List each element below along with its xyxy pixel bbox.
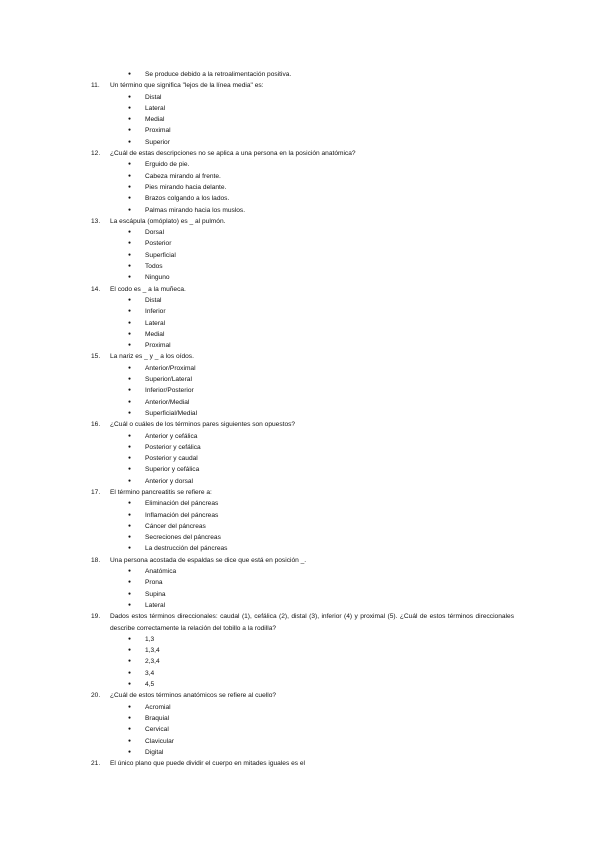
bullet-icon: ● [128,748,132,755]
bullet-icon: ● [128,342,132,349]
bullet-icon: ● [128,172,132,179]
question-12 [0,148,600,159]
bullet-icon: ● [128,534,132,541]
option-text: Superficial [145,251,176,259]
option-text: Cáncer del páncreas [145,522,206,530]
answer-option [0,385,600,396]
bullet-icon: ● [128,127,132,134]
question-13 [0,216,600,227]
option-text: Clavicular [145,737,174,745]
answer-option [0,656,600,667]
bullet-icon: ● [128,376,132,383]
answer-option [0,125,600,136]
option-text: Anterior/Medial [145,398,190,406]
option-text: Inferior/Posterior [145,387,194,395]
option-text: Medial [145,330,165,338]
bullet-icon: ● [128,71,132,77]
answer-option [0,589,600,600]
bullet-icon: ● [128,647,132,654]
bullet-icon: ● [128,579,132,586]
question-text: El único plano que puede dividir el cuerpo en mitades iguales es el [110,760,306,768]
option-text: Medial [145,116,165,124]
answer-option [0,543,600,554]
question-16 [0,419,600,430]
question-text: ¿Cuál de estas descripciones no se aplica a una persona en la posición anatómica? [110,150,356,158]
answer-option [0,634,600,645]
option-text: Se produce debido a la retroalimentación positiva. [145,71,292,78]
option-text: 1,3 [145,635,155,643]
bullet-icon: ● [128,669,132,676]
question-number: 15. [91,353,101,361]
bullet-icon: ● [128,590,132,597]
question-text: Una persona acostada de espaldas se dice que está en posición _. [110,556,307,564]
answer-option [0,159,600,170]
bullet-icon: ● [128,737,132,744]
option-text: Prona [145,579,163,587]
bullet-icon: ● [128,432,132,439]
option-text: Lateral [145,104,166,112]
question-19 [0,611,600,634]
answer-option [0,92,600,103]
bullet-icon: ● [128,251,132,258]
bullet-icon: ● [128,229,132,236]
bullet-icon: ● [128,296,132,303]
bullet-icon: ● [128,466,132,473]
option-text: 3,4 [145,669,155,677]
question-15 [0,351,600,362]
question-number: 13. [91,217,101,225]
answer-option [0,713,600,724]
option-text: Posterior y cefálica [145,443,201,451]
option-text: Anterior y cefálica [145,432,198,440]
option-text: Superficial/Medial [145,409,198,417]
answer-option [0,668,600,679]
answer-option [0,261,600,272]
option-text: Lateral [145,319,166,327]
answer-option [0,510,600,521]
answer-option [0,736,600,747]
question-text: ¿Cuál o cuáles de los términos pares siguientes son opuestos? [110,421,296,429]
bullet-icon: ● [128,703,132,710]
question-number: 21. [91,760,101,768]
bullet-icon: ● [128,714,132,721]
option-text: Distal [145,93,162,101]
option-text: 1,3,4 [145,647,160,655]
answer-option [0,363,600,374]
bullet-icon: ● [128,364,132,371]
question-number: 12. [91,150,101,158]
bullet-icon: ● [128,274,132,281]
lead-option [0,69,600,80]
bullet-icon: ● [128,104,132,111]
question-14 [0,284,600,295]
option-text: Secreciones del páncreas [145,534,221,542]
answer-option [0,306,600,317]
bullet-icon: ● [128,511,132,518]
option-text: Brazos colgando a los lados. [145,195,230,203]
question-list [0,69,600,769]
answer-option [0,227,600,238]
bullet-icon: ● [128,387,132,394]
answer-option [0,408,600,419]
answer-option [0,566,600,577]
option-text: Acromial [145,703,171,711]
option-text: 4,5 [145,681,155,689]
question-text: La nariz es _ y _ a los oídos. [110,353,194,361]
bullet-icon: ● [128,93,132,100]
answer-option [0,295,600,306]
answer-option [0,397,600,408]
option-text: Superior/Lateral [145,376,192,384]
answer-option [0,476,600,487]
option-text: Anatómica [145,568,177,576]
answer-option [0,521,600,532]
answer-option [0,103,600,114]
answer-option [0,498,600,509]
bullet-icon: ● [128,568,132,575]
answer-option [0,442,600,453]
answer-option [0,114,600,125]
question-number: 14. [91,285,101,293]
answer-option [0,171,600,182]
answer-option [0,747,600,758]
answer-option [0,679,600,690]
option-text: Superior [145,138,170,146]
bullet-icon: ● [128,161,132,168]
option-text: Lateral [145,601,166,609]
answer-option [0,645,600,656]
option-text: Proximal [145,127,171,135]
option-text: Eliminación del páncreas [145,500,219,508]
answer-option [0,193,600,204]
option-text: Erguido de pie. [145,161,190,169]
option-text: Anterior/Proximal [145,364,196,372]
bullet-icon: ● [128,206,132,213]
answer-option [0,318,600,329]
bullet-icon: ● [128,681,132,688]
option-text: Ninguno [145,274,170,282]
option-text: Dorsal [145,229,165,237]
option-text: Cabeza mirando al frente. [145,172,221,180]
bullet-icon: ● [128,726,132,733]
bullet-icon: ● [128,308,132,315]
bullet-icon: ● [128,658,132,665]
answer-option [0,182,600,193]
option-text: Superior y cefálica [145,466,200,474]
bullet-icon: ● [128,409,132,416]
question-text: El término pancreatitis se refiere a: [110,488,212,496]
question-11 [0,80,600,91]
question-text: El codo es _ a la muñeca. [110,285,186,293]
bullet-icon: ● [128,263,132,270]
bullet-icon: ● [128,522,132,529]
answer-option [0,340,600,351]
answer-option [0,702,600,713]
option-text: Inferior [145,308,166,316]
option-text: Anterior y dorsal [145,477,194,485]
answer-option [0,272,600,283]
option-text: Pies mirando hacia delante. [145,183,227,191]
answer-option [0,374,600,385]
question-number: 17. [91,488,101,496]
answer-option [0,238,600,249]
question-20 [0,690,600,701]
option-text: Distal [145,296,162,304]
option-text: Todos [145,263,163,271]
option-text: 2,3,4 [145,658,160,666]
bullet-icon: ● [128,319,132,326]
question-number: 18. [91,556,101,564]
answer-option [0,137,600,148]
question-number: 19. [91,613,101,621]
answer-option [0,205,600,216]
answer-option [0,453,600,464]
bullet-icon: ● [128,601,132,608]
bullet-icon: ● [128,635,132,642]
question-number: 20. [91,692,101,700]
option-text: Palmas mirando hacia los muslos. [145,206,246,214]
option-text: Posterior y caudal [145,455,198,463]
bullet-icon: ● [128,240,132,247]
answer-option [0,532,600,543]
question-text: ¿Cuál de estos términos anatómicos se refiere al cuello? [110,692,277,700]
answer-option [0,464,600,475]
question-number: 16. [91,421,101,429]
bullet-icon: ● [128,138,132,145]
bullet-icon: ● [128,500,132,507]
option-text: Supina [145,590,166,598]
option-text: Posterior [145,240,172,248]
bullet-icon: ● [128,183,132,190]
option-text: Cervical [145,726,169,734]
bullet-icon: ● [128,545,132,552]
bullet-icon: ● [128,195,132,202]
answer-option [0,724,600,735]
bullet-icon: ● [128,455,132,462]
question-number: 11. [91,82,100,90]
bullet-icon: ● [128,477,132,484]
answer-option [0,329,600,340]
option-text: Proximal [145,342,171,350]
question-17 [0,487,600,498]
question-21 [0,758,600,769]
option-text: Inflamación del páncreas [145,511,219,519]
option-text: Digital [145,748,164,756]
question-text: Un término que significa "lejos de la línea media" es: [110,82,264,90]
bullet-icon: ● [128,398,132,405]
question-18 [0,555,600,566]
option-text: La destrucción del páncreas [145,545,228,553]
bullet-icon: ● [128,116,132,123]
answer-option [0,600,600,611]
question-text: Dados estos términos direccionales: caudal (1), cefálica (2), distal (3), inferior (4) y proximal (5). ¿Cuál de estos términos direccionales describe correctamente la relación del tobillo a la rodilla? [110,613,514,632]
bullet-icon: ● [128,443,132,450]
answer-option [0,577,600,588]
answer-option [0,431,600,442]
option-text: Braquial [145,714,170,722]
question-text: La escápula (omóplato) es _ al pulmón. [110,217,226,225]
bullet-icon: ● [128,330,132,337]
answer-option [0,250,600,261]
